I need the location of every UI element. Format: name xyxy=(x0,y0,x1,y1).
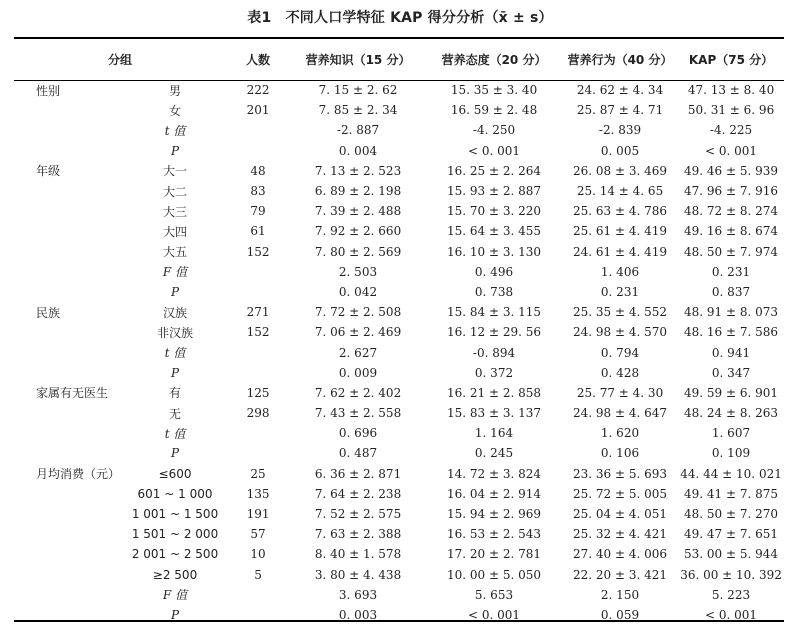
subgroup-cell: P xyxy=(170,365,180,380)
subgroup-cell: 大五 xyxy=(163,245,188,260)
behavior-cell: 24. 98 ± 4. 647 xyxy=(573,406,668,421)
table-row xyxy=(14,585,784,605)
table-row xyxy=(14,100,784,120)
attitude-cell: 17. 20 ± 2. 781 xyxy=(447,547,542,562)
knowledge-cell: 7. 52 ± 2. 575 xyxy=(314,507,402,522)
count-cell: 152 xyxy=(246,244,270,259)
subgroup-cell: 汉族 xyxy=(163,305,188,320)
subgroup-cell: P xyxy=(170,284,180,299)
attitude-cell: 15. 70 ± 3. 220 xyxy=(447,204,542,219)
knowledge-cell: 0. 009 xyxy=(338,365,378,380)
kap-cell: 0. 347 xyxy=(711,365,751,380)
count-cell xyxy=(226,423,290,443)
behavior-cell: 27. 40 ± 4. 006 xyxy=(573,547,668,562)
table-row xyxy=(14,80,784,100)
subgroup-cell: ≥2 500 xyxy=(152,567,198,582)
group-cell xyxy=(14,504,124,524)
subgroup-cell: 大二 xyxy=(163,184,188,199)
count-cell: 79 xyxy=(250,204,266,219)
kap-cell: 0. 109 xyxy=(711,446,751,461)
group-cell xyxy=(14,363,124,383)
table-row xyxy=(14,464,784,484)
group-cell: 民族 xyxy=(36,305,61,320)
table-row xyxy=(14,221,784,241)
kap-cell: 47. 96 ± 7. 916 xyxy=(684,184,779,199)
kap-cell: 36. 00 ± 10. 392 xyxy=(680,567,782,582)
behavior-cell: 25. 87 ± 4. 71 xyxy=(576,103,664,118)
knowledge-cell: 7. 85 ± 2. 34 xyxy=(318,103,398,118)
kap-cell: < 0. 001 xyxy=(704,143,758,158)
count-cell: 5 xyxy=(254,567,262,582)
subgroup-cell: 601 ~ 1 000 xyxy=(137,486,213,501)
table-row xyxy=(14,141,784,161)
subgroup-cell: F 值 xyxy=(162,588,188,603)
kap-cell: 0. 941 xyxy=(711,345,751,360)
kap-cell: 48. 91 ± 8. 073 xyxy=(684,305,779,320)
kap-cell: -4. 225 xyxy=(709,123,753,138)
table-row xyxy=(14,383,784,403)
header-count: 人数 xyxy=(246,52,271,67)
knowledge-cell: 7. 64 ± 2. 238 xyxy=(314,486,402,501)
count-cell xyxy=(226,585,290,605)
attitude-cell: < 0. 001 xyxy=(467,143,521,158)
knowledge-cell: 7. 92 ± 2. 660 xyxy=(314,224,402,239)
subgroup-cell: 大一 xyxy=(163,164,188,179)
header-kap: KAP（75 分） xyxy=(688,52,774,67)
kap-cell: < 0. 001 xyxy=(704,607,758,622)
table-row xyxy=(14,342,784,362)
table-row xyxy=(14,282,784,302)
behavior-cell: 0. 106 xyxy=(600,446,640,461)
knowledge-cell: -2. 887 xyxy=(336,123,380,138)
knowledge-cell: 8. 40 ± 1. 578 xyxy=(314,547,402,562)
table-row xyxy=(14,443,784,463)
group-cell xyxy=(14,181,124,201)
attitude-cell: 10. 00 ± 5. 050 xyxy=(447,567,542,582)
table-row xyxy=(14,423,784,443)
attitude-cell: 16. 25 ± 2. 264 xyxy=(447,163,542,178)
subgroup-cell: 大三 xyxy=(163,204,188,219)
behavior-cell: 25. 35 ± 4. 552 xyxy=(573,305,668,320)
count-cell: 222 xyxy=(246,83,270,98)
count-cell: 25 xyxy=(250,466,266,481)
table-body xyxy=(14,80,784,625)
table-row xyxy=(14,363,784,383)
behavior-cell: 23. 36 ± 5. 693 xyxy=(573,466,668,481)
table-row xyxy=(14,565,784,585)
behavior-cell: 2. 150 xyxy=(600,587,640,602)
subgroup-cell: 1 001 ~ 1 500 xyxy=(131,507,219,522)
count-cell: 83 xyxy=(250,184,266,199)
table-row xyxy=(14,161,784,181)
kap-cell: 0. 231 xyxy=(711,264,751,279)
knowledge-cell: 0. 042 xyxy=(338,284,378,299)
header-group: 分组 xyxy=(108,52,133,67)
table-row xyxy=(14,201,784,221)
kap-score-table xyxy=(14,38,784,625)
behavior-cell: 25. 77 ± 4. 30 xyxy=(576,385,664,400)
attitude-cell: 15. 93 ± 2. 887 xyxy=(447,184,542,199)
group-cell: 月均消费（元） xyxy=(36,467,121,482)
attitude-cell: 5. 653 xyxy=(474,587,514,602)
count-cell: 48 xyxy=(250,163,266,178)
attitude-cell: 15. 94 ± 2. 969 xyxy=(447,507,542,522)
kap-cell: 0. 837 xyxy=(711,284,751,299)
attitude-cell: 16. 53 ± 2. 543 xyxy=(447,527,542,542)
count-cell: 271 xyxy=(246,305,270,320)
table-row xyxy=(14,262,784,282)
table-row xyxy=(14,504,784,524)
count-cell: 298 xyxy=(246,406,270,421)
kap-cell: 53. 00 ± 5. 944 xyxy=(684,547,779,562)
behavior-cell: 1. 406 xyxy=(600,264,640,279)
count-cell: 61 xyxy=(250,224,266,239)
group-cell xyxy=(14,585,124,605)
subgroup-cell: P xyxy=(170,607,180,622)
knowledge-cell: 3. 693 xyxy=(338,587,378,602)
attitude-cell: < 0. 001 xyxy=(467,607,521,622)
kap-cell: 47. 13 ± 8. 40 xyxy=(687,83,775,98)
count-cell: 57 xyxy=(250,527,266,542)
count-cell xyxy=(226,363,290,383)
count-cell: 10 xyxy=(250,547,266,562)
group-cell: 家属有无医生 xyxy=(36,386,109,401)
kap-cell: 49. 16 ± 8. 674 xyxy=(684,224,779,239)
group-cell xyxy=(14,221,124,241)
subgroup-cell: 男 xyxy=(169,83,182,98)
subgroup-cell: 无 xyxy=(169,406,182,421)
kap-cell: 44. 44 ± 10. 021 xyxy=(680,466,782,481)
subgroup-cell: 1 501 ~ 2 000 xyxy=(131,527,219,542)
behavior-cell: 0. 231 xyxy=(600,284,640,299)
count-cell: 152 xyxy=(246,325,270,340)
table-row xyxy=(14,403,784,423)
behavior-cell: 25. 61 ± 4. 419 xyxy=(573,224,668,239)
kap-cell: 48. 50 ± 7. 270 xyxy=(684,507,779,522)
behavior-cell: 0. 794 xyxy=(600,345,640,360)
subgroup-cell: P xyxy=(170,446,180,461)
table-row xyxy=(14,484,784,504)
subgroup-cell: 2 001 ~ 2 500 xyxy=(131,547,219,562)
group-cell xyxy=(14,403,124,423)
group-cell xyxy=(14,423,124,443)
group-cell xyxy=(14,443,124,463)
subgroup-cell: t 值 xyxy=(164,123,186,138)
subgroup-cell: 非汉族 xyxy=(157,325,194,340)
behavior-cell: 24. 98 ± 4. 570 xyxy=(573,325,668,340)
table-row xyxy=(14,302,784,322)
attitude-cell: -0. 894 xyxy=(472,345,516,360)
group-cell xyxy=(14,342,124,362)
kap-cell: 5. 223 xyxy=(711,587,751,602)
knowledge-cell: 7. 72 ± 2. 508 xyxy=(314,305,402,320)
behavior-cell: 24. 61 ± 4. 419 xyxy=(573,244,668,259)
behavior-cell: 1. 620 xyxy=(600,426,640,441)
attitude-cell: 16. 04 ± 2. 914 xyxy=(447,486,542,501)
table-row xyxy=(14,605,784,625)
table-title: 表1 不同人口学特征 KAP 得分分析（x̄ ± s） xyxy=(247,10,553,26)
behavior-cell: 25. 14 ± 4. 65 xyxy=(576,184,664,199)
attitude-cell: 15. 84 ± 3. 115 xyxy=(447,305,542,320)
knowledge-cell: 6. 89 ± 2. 198 xyxy=(314,184,402,199)
kap-cell: 50. 31 ± 6. 96 xyxy=(687,103,775,118)
table-row xyxy=(14,524,784,544)
group-cell: 年级 xyxy=(36,164,61,179)
group-cell: 性别 xyxy=(36,83,61,98)
header-behavior: 营养行为（40 分） xyxy=(567,52,673,67)
subgroup-cell: 女 xyxy=(169,103,182,118)
count-cell: 135 xyxy=(246,486,270,501)
count-cell xyxy=(226,262,290,282)
group-cell xyxy=(14,544,124,564)
knowledge-cell: 0. 004 xyxy=(338,143,378,158)
kap-cell: 49. 59 ± 6. 901 xyxy=(684,385,779,400)
table-row xyxy=(14,120,784,140)
count-cell: 191 xyxy=(246,507,270,522)
kap-cell: 48. 50 ± 7. 974 xyxy=(684,244,779,259)
subgroup-cell: P xyxy=(170,143,180,158)
subgroup-cell: 有 xyxy=(169,386,182,401)
attitude-cell: 0. 245 xyxy=(474,446,514,461)
header-knowledge: 营养知识（15 分） xyxy=(305,52,411,67)
count-cell xyxy=(226,120,290,140)
kap-cell: 49. 47 ± 7. 651 xyxy=(684,527,779,542)
kap-cell: 48. 72 ± 8. 274 xyxy=(684,204,779,219)
table-header-row xyxy=(14,38,784,80)
knowledge-cell: 7. 15 ± 2. 62 xyxy=(318,83,398,98)
knowledge-cell: 6. 36 ± 2. 871 xyxy=(314,466,402,481)
attitude-cell: 16. 12 ± 29. 56 xyxy=(447,325,542,340)
header-attitude: 营养态度（20 分） xyxy=(441,52,547,67)
group-cell xyxy=(14,201,124,221)
behavior-cell: 25. 72 ± 5. 005 xyxy=(573,486,668,501)
group-cell xyxy=(14,322,124,342)
subgroup-cell: t 值 xyxy=(164,426,186,441)
knowledge-cell: 2. 503 xyxy=(338,264,378,279)
knowledge-cell: 2. 627 xyxy=(338,345,378,360)
knowledge-cell: 7. 39 ± 2. 488 xyxy=(314,204,402,219)
knowledge-cell: 3. 80 ± 4. 438 xyxy=(314,567,402,582)
group-cell xyxy=(14,141,124,161)
count-cell xyxy=(226,282,290,302)
subgroup-cell: F 值 xyxy=(162,265,188,280)
kap-cell: 1. 607 xyxy=(711,426,751,441)
attitude-cell: -4. 250 xyxy=(472,123,516,138)
attitude-cell: 0. 372 xyxy=(474,365,514,380)
attitude-cell: 15. 64 ± 3. 455 xyxy=(447,224,542,239)
subgroup-cell: ≤600 xyxy=(158,466,192,481)
group-cell xyxy=(14,100,124,120)
count-cell xyxy=(226,443,290,463)
knowledge-cell: 0. 696 xyxy=(338,426,378,441)
behavior-cell: 26. 08 ± 3. 469 xyxy=(573,163,668,178)
knowledge-cell: 7. 13 ± 2. 523 xyxy=(314,163,402,178)
attitude-cell: 16. 59 ± 2. 48 xyxy=(450,103,538,118)
behavior-cell: 22. 20 ± 3. 421 xyxy=(573,567,668,582)
count-cell xyxy=(226,342,290,362)
group-cell xyxy=(14,605,124,625)
count-cell xyxy=(226,141,290,161)
group-cell xyxy=(14,262,124,282)
behavior-cell: 0. 005 xyxy=(600,143,640,158)
behavior-cell: -2. 839 xyxy=(598,123,642,138)
behavior-cell: 25. 04 ± 4. 051 xyxy=(573,507,668,522)
attitude-cell: 16. 10 ± 3. 130 xyxy=(447,244,542,259)
table-row xyxy=(14,181,784,201)
kap-cell: 49. 46 ± 5. 939 xyxy=(684,163,779,178)
attitude-cell: 14. 72 ± 3. 824 xyxy=(447,466,542,481)
behavior-cell: 24. 62 ± 4. 34 xyxy=(576,83,664,98)
knowledge-cell: 0. 003 xyxy=(338,607,378,622)
group-cell xyxy=(14,565,124,585)
behavior-cell: 25. 63 ± 4. 786 xyxy=(573,204,668,219)
count-cell xyxy=(226,605,290,625)
table-row xyxy=(14,322,784,342)
knowledge-cell: 7. 62 ± 2. 402 xyxy=(314,385,402,400)
group-cell xyxy=(14,282,124,302)
kap-cell: 48. 16 ± 7. 586 xyxy=(684,325,779,340)
behavior-cell: 25. 32 ± 4. 421 xyxy=(573,527,668,542)
attitude-cell: 15. 35 ± 3. 40 xyxy=(450,83,538,98)
subgroup-cell: 大四 xyxy=(163,224,188,239)
table-row xyxy=(14,544,784,564)
count-cell: 201 xyxy=(246,103,270,118)
group-cell xyxy=(14,242,124,262)
group-cell xyxy=(14,120,124,140)
attitude-cell: 1. 164 xyxy=(474,426,514,441)
group-cell xyxy=(14,524,124,544)
knowledge-cell: 7. 43 ± 2. 558 xyxy=(314,406,402,421)
subgroup-cell: t 值 xyxy=(164,346,186,361)
count-cell: 125 xyxy=(246,385,270,400)
knowledge-cell: 7. 80 ± 2. 569 xyxy=(314,244,402,259)
kap-cell: 48. 24 ± 8. 263 xyxy=(684,406,779,421)
attitude-cell: 15. 83 ± 3. 137 xyxy=(447,406,542,421)
behavior-cell: 0. 059 xyxy=(600,607,640,622)
attitude-cell: 0. 496 xyxy=(474,264,514,279)
behavior-cell: 0. 428 xyxy=(600,365,640,380)
knowledge-cell: 7. 63 ± 2. 388 xyxy=(314,527,402,542)
attitude-cell: 16. 21 ± 2. 858 xyxy=(447,385,542,400)
group-cell xyxy=(14,484,124,504)
knowledge-cell: 0. 487 xyxy=(338,446,378,461)
table-row xyxy=(14,242,784,262)
kap-cell: 49. 41 ± 7. 875 xyxy=(684,486,779,501)
attitude-cell: 0. 738 xyxy=(474,284,514,299)
knowledge-cell: 7. 06 ± 2. 469 xyxy=(314,325,402,340)
